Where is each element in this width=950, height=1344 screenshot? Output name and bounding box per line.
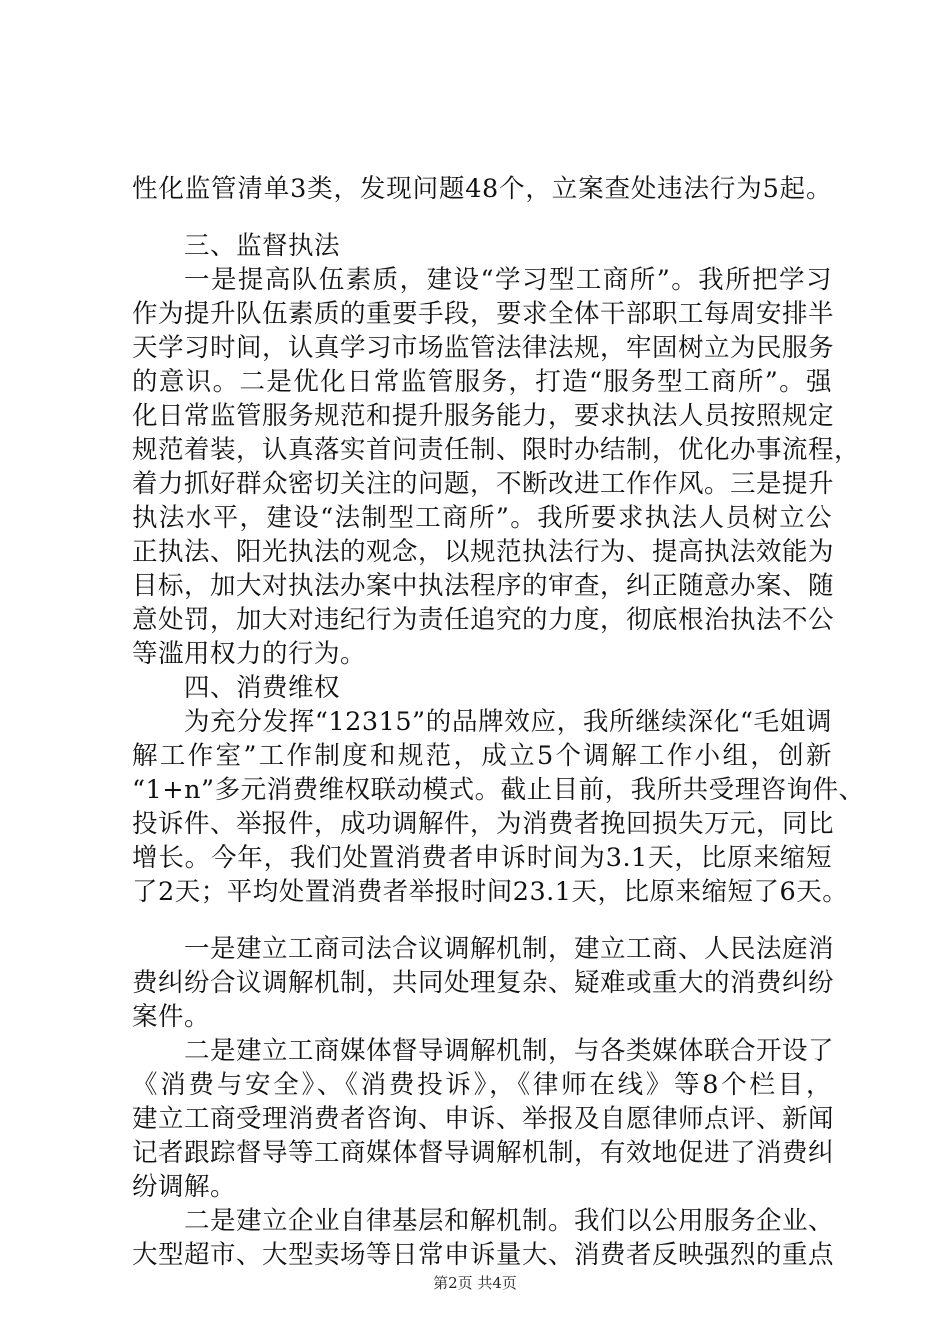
page-footer: 第2页 共4页 <box>433 1274 517 1292</box>
text-line: 建立工商受理消费者咨询、申诉、举报及自愿律师点评、新闻 <box>132 1104 835 1134</box>
text-line: 大型超市、大型卖场等日常申诉量大、消费者反映强烈的重点 <box>132 1240 835 1270</box>
text-line: 性化监管清单3类，发现问题48个，立案查处违法行为5起。 <box>132 174 832 204</box>
text-line: 解工作室”工作制度和规范，成立5个调解工作小组，创新 <box>132 741 832 771</box>
section-heading: 四、消费维权 <box>184 673 341 703</box>
text-line: 意处罚，加大对违纪行为责任追究的力度，彻底根治执法不公 <box>132 605 835 635</box>
text-line: 等滥用权力的行为。 <box>132 639 367 669</box>
text-line: 费纠纷合议调解机制，共同处理复杂、疑难或重大的消费纠纷 <box>132 968 835 998</box>
text-line: 投诉件、举报件，成功调解件，为消费者挽回损失万元，同比 <box>132 809 835 839</box>
text-line: 着力抓好群众密切关注的问题，不断改进工作作风。三是提升 <box>132 469 835 499</box>
text-line: 纷调解。 <box>132 1172 237 1202</box>
text-line: 二是建立工商媒体督导调解机制，与各类媒体联合开设了 <box>184 1036 835 1066</box>
text-line: “1+n”多元消费维权联动模式。截止目前，我所共受理咨询件、 <box>132 775 865 805</box>
text-line: 执法水平，建设“法制型工商所”。我所要求执法人员树立公 <box>132 503 832 533</box>
text-line: 一是建立工商司法合议调解机制，建立工商、人民法庭消 <box>184 934 835 964</box>
text-line: 记者跟踪督导等工商媒体督导调解机制，有效地促进了消费纠 <box>132 1138 835 1168</box>
text-line: 作为提升队伍素质的重要手段，要求全体干部职工每周安排半 <box>132 299 835 329</box>
text-line: 为充分发挥“12315”的品牌效应，我所继续深化“毛姐调 <box>184 707 832 737</box>
text-line: 案件。 <box>132 1002 211 1032</box>
text-line: 一是提高队伍素质，建设“学习型工商所”。我所把学习 <box>184 265 832 295</box>
text-line: 的意识。二是优化日常监管服务，打造“服务型工商所”。强 <box>132 367 832 397</box>
section-heading: 三、监督执法 <box>184 231 341 261</box>
text-line: 增长。今年，我们处置消费者申诉时间为3.1天，比原来缩短 <box>132 843 832 873</box>
text-line: 化日常监管服务规范和提升服务能力，要求执法人员按照规定 <box>132 401 835 431</box>
text-line: 了2天；平均处置消费者举报时间23.1天，比原来缩短了6天。 <box>132 877 849 907</box>
text-line: 目标，加大对执法办案中执法程序的审查，纠正随意办案、随 <box>132 571 835 601</box>
text-line: 天学习时间，认真学习市场监管法律法规，牢固树立为民服务 <box>132 333 835 363</box>
text-line: 规范着装，认真落实首问责任制、限时办结制，优化办事流程， <box>132 435 861 465</box>
text-line: 《消费与安全》、《消费投诉》，《律师在线》等8个栏目， <box>132 1070 832 1100</box>
text-line: 正执法、阳光执法的观念，以规范执法行为、提高执法效能为 <box>132 537 835 567</box>
text-line: 二是建立企业自律基层和解机制。我们以公用服务企业、 <box>184 1206 835 1236</box>
